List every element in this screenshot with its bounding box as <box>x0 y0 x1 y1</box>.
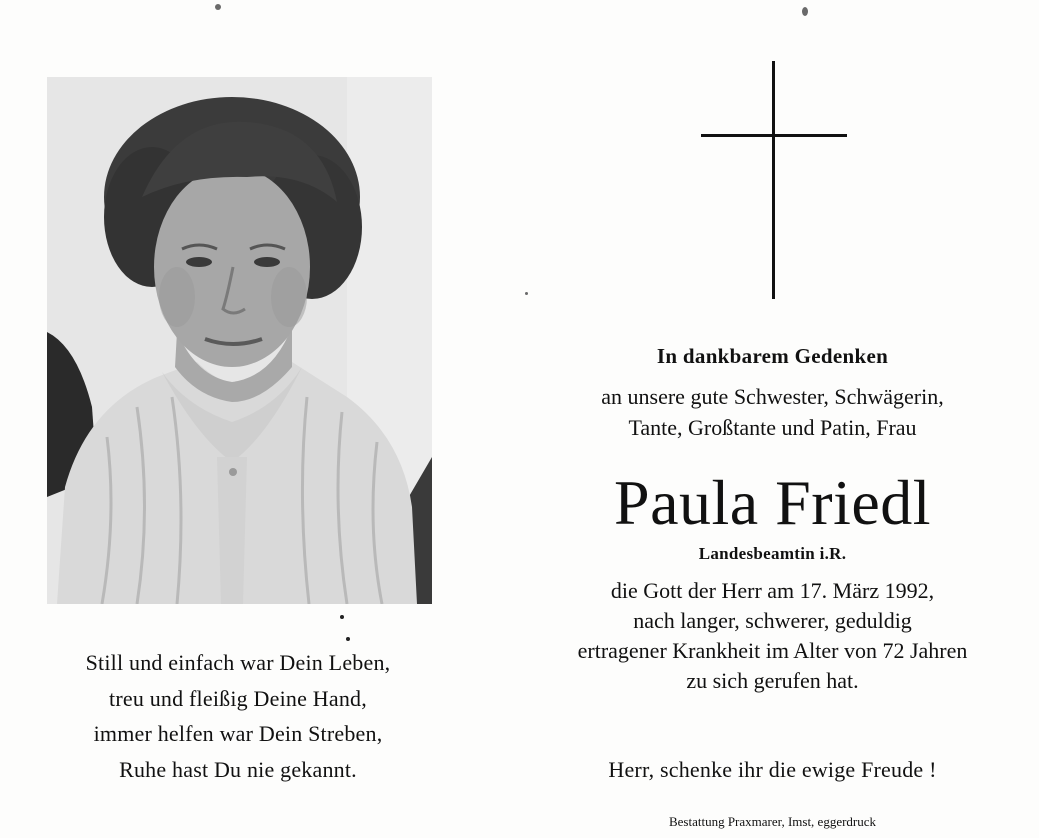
intro-line: an unsere gute Schwester, Schwägerin, <box>601 384 944 409</box>
cross-horizontal-bar <box>701 134 847 137</box>
body-line: nach langer, schwerer, geduldig <box>633 608 912 633</box>
scan-speck <box>802 7 808 16</box>
body-line: die Gott der Herr am 17. März 1992, <box>610 578 935 603</box>
scan-speck <box>346 637 350 641</box>
memorial-intro <box>500 381 1039 443</box>
cross-icon <box>701 61 847 299</box>
intro-line: Tante, Großtante und Patin, Frau <box>628 415 917 440</box>
poem-line: treu und fleißig Deine Hand, <box>109 685 367 711</box>
portrait-image <box>47 77 432 604</box>
scan-speck <box>525 292 528 295</box>
portrait-photo <box>47 77 432 604</box>
cross-vertical-bar <box>772 61 775 299</box>
printer-footer: Bestattung Praxmarer, Imst, eggerdruck <box>668 814 877 829</box>
deceased-name: Paula Friedl <box>613 467 932 538</box>
body-line: zu sich gerufen hat. <box>686 668 859 693</box>
poem <box>28 645 448 787</box>
body-line: ertragener Krankheit im Alter von 72 Jahren <box>577 638 968 663</box>
memorial-heading: In dankbarem Gedenken <box>656 344 889 368</box>
poem-line: Ruhe hast Du nie gekannt. <box>119 756 357 782</box>
memorial-body <box>500 576 1039 696</box>
deceased-title: Landesbeamtin i.R. <box>698 544 847 563</box>
scan-speck <box>215 4 221 10</box>
poem-line: immer helfen war Dein Streben, <box>93 721 383 746</box>
memorial-prayer: Herr, schenke ihr die ewige Freude ! <box>608 757 937 782</box>
scan-speck <box>340 615 344 619</box>
poem-line: Still und einfach war Dein Leben, <box>85 650 391 675</box>
